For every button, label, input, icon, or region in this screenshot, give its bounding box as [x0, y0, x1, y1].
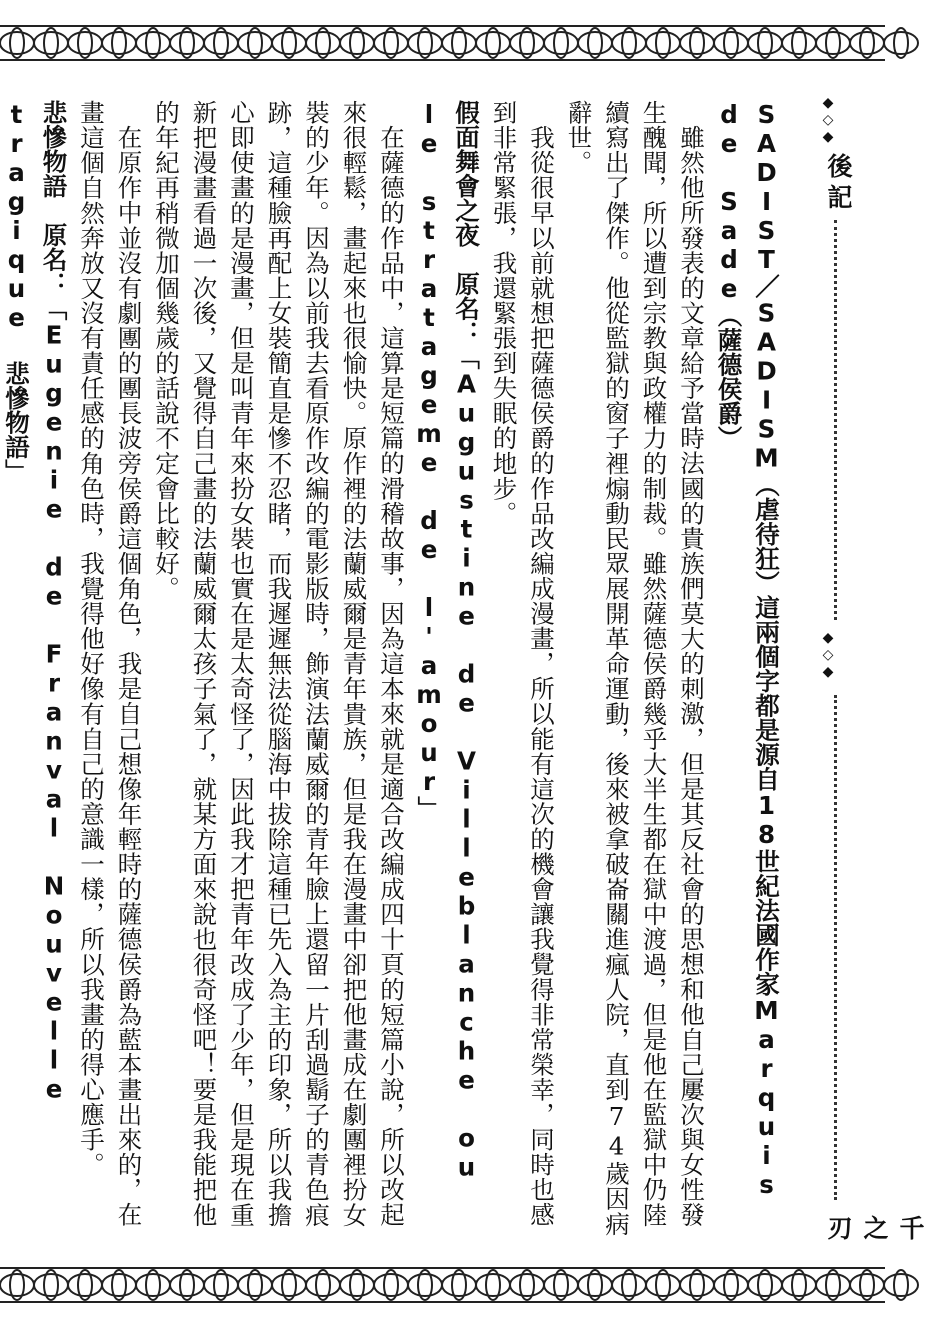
border-knot-loop [544, 32, 578, 54]
page-title: 後記 [824, 153, 853, 215]
top-ornamental-border [0, 18, 885, 68]
author-name: 千之刃 [824, 1215, 925, 1242]
border-knot-loop [578, 1274, 612, 1296]
border-knot-loop [340, 32, 374, 54]
dotted-rule-upper [834, 220, 837, 620]
border-knot-loop [272, 32, 306, 54]
border-knot-loop [748, 1274, 782, 1296]
border-knot-loop [476, 32, 510, 54]
border-knot-loop [306, 32, 340, 54]
border-knot-loop [646, 1274, 680, 1296]
border-knot-loop [408, 32, 442, 54]
border-knot-loop [238, 32, 272, 54]
border-knot-loop [34, 32, 68, 54]
border-knot-loop [850, 1274, 884, 1296]
paragraph: 在原作中並沒有劇團的團長波旁侯爵這個角色，我是自己想像年輕時的薩德侯爵為藍本畫出來的，在畫這個自然奔放又沒有責任感的角色時，我覺得他好像有自己的意識一樣，所以我畫的得心應手。 [77, 100, 144, 1227]
border-knot-loop [238, 1274, 272, 1296]
section-heading-tragedy: 悲慘物語 原名：「Eugenie de Franval Nouvelle tragique 悲慘物語」 [2, 100, 69, 1104]
border-knot-loop [884, 32, 918, 54]
border-knot-loop [340, 1274, 374, 1296]
border-knot-loop [68, 1274, 102, 1296]
section-heading-sadism: SADIST／SADISM（虐待狂）這兩個字都是源自18世紀法國作家Marquis de Sade（薩德侯爵） [714, 100, 781, 1199]
paragraph: 在薩德的作品中，這算是短篇的滑稽故事，因為這本來就是適合改編成四十頁的短篇小說，所以改起來很輕鬆，畫起來也很愉快。原作裡的法蘭威爾是青年貴族，但是我在漫畫中卻把他畫成在劇團裡扮女裝的少年。因為以前我去看原作改編的電影版時，飾演法蘭威爾的青年臉上還留一片刮過鬍子的青色痕跡，這種臉再配上女裝簡直是慘不忍睹，而我遲遲無法從腦海中拔除這種已先入為主的印象，所以我擔心即使畫的是漫畫，但是叫青年來扮女裝也實在是太奇怪了，因此我才把青年改成了少年，但是現在重新把漫畫看過一次後，又覺得自己畫的法蘭威爾太孩子氣了，就某方面來說也很奇怪吧！要是我能把他的年紀再稍微加個幾歲的話說不定會比較好。 [152, 100, 406, 1228]
border-knot-loop [204, 1274, 238, 1296]
border-knot-loop [476, 1274, 510, 1296]
border-knot-loop [816, 1274, 850, 1296]
border-knot-loop [714, 1274, 748, 1296]
paragraph: 我從很早以前就想把薩德侯爵的作品改編成漫畫，所以能有這次的機會讓我覺得非常榮幸，同時也感到非常緊張，我還緊張到失眠的地步。 [489, 100, 556, 1227]
border-knot-loop [0, 1274, 34, 1296]
diamond-ornament-mid: ◆◇◆ [820, 630, 836, 681]
border-knot-loop [272, 1274, 306, 1296]
border-knot-loop [68, 32, 102, 54]
border-knot-loop [612, 32, 646, 54]
border-knot-loop [510, 32, 544, 54]
border-knot-loop [408, 1274, 442, 1296]
border-knot-loop [442, 32, 476, 54]
border-knot-loop [102, 1274, 136, 1296]
border-knot-loop [578, 32, 612, 54]
section-heading-masquerade: 假面舞會之夜 原名：「Augustine de Villeblanche ou le stratageme de l'amour」 [414, 100, 481, 1182]
border-knot-loop [850, 32, 884, 54]
border-knot-loop [374, 1274, 408, 1296]
bottom-ornamental-border [0, 1260, 885, 1310]
border-knot-loop [544, 1274, 578, 1296]
paragraph: 雖然他所發表的文章給予當時法國的貴族們莫大的刺激，但是其反社會的思想和他自己屢次與女性發生醜聞，所以遭到宗教與政權力的制裁。雖然薩德侯爵幾乎大半生都在獄中渡過，但是他在監獄中仍陸續寫出了傑作。他從監獄的窗子裡煽動民眾展開革命運動，後來被拿破崙關進瘋人院，直到74歲因病辭世。 [564, 100, 706, 1237]
border-knot-loop [782, 1274, 816, 1296]
border-knot-loop [714, 32, 748, 54]
border-knot-loop [510, 1274, 544, 1296]
border-knot-loop [612, 1274, 646, 1296]
border-knot-loop [136, 32, 170, 54]
border-knot-loop [170, 1274, 204, 1296]
border-knot-loop [782, 32, 816, 54]
diamond-ornament-top: ◆◇◆ [820, 95, 836, 146]
border-knot-loop [374, 32, 408, 54]
border-knot-loop [170, 32, 204, 54]
border-knot-loop [136, 1274, 170, 1296]
border-knot-loop [204, 32, 238, 54]
border-knot-loop [680, 1274, 714, 1296]
border-knot-loop [0, 32, 34, 54]
dotted-rule-lower [834, 695, 837, 1200]
afterword-body [0, 100, 785, 1250]
header-column [812, 95, 925, 1245]
border-knot-loop [442, 1274, 476, 1296]
border-knot-loop [884, 1274, 918, 1296]
border-knot-loop [34, 1274, 68, 1296]
border-knot-loop [748, 32, 782, 54]
border-knot-loop [680, 32, 714, 54]
border-knot-loop [646, 32, 680, 54]
border-knot-loop [306, 1274, 340, 1296]
border-knot-loop [102, 32, 136, 54]
border-knot-loop [816, 32, 850, 54]
